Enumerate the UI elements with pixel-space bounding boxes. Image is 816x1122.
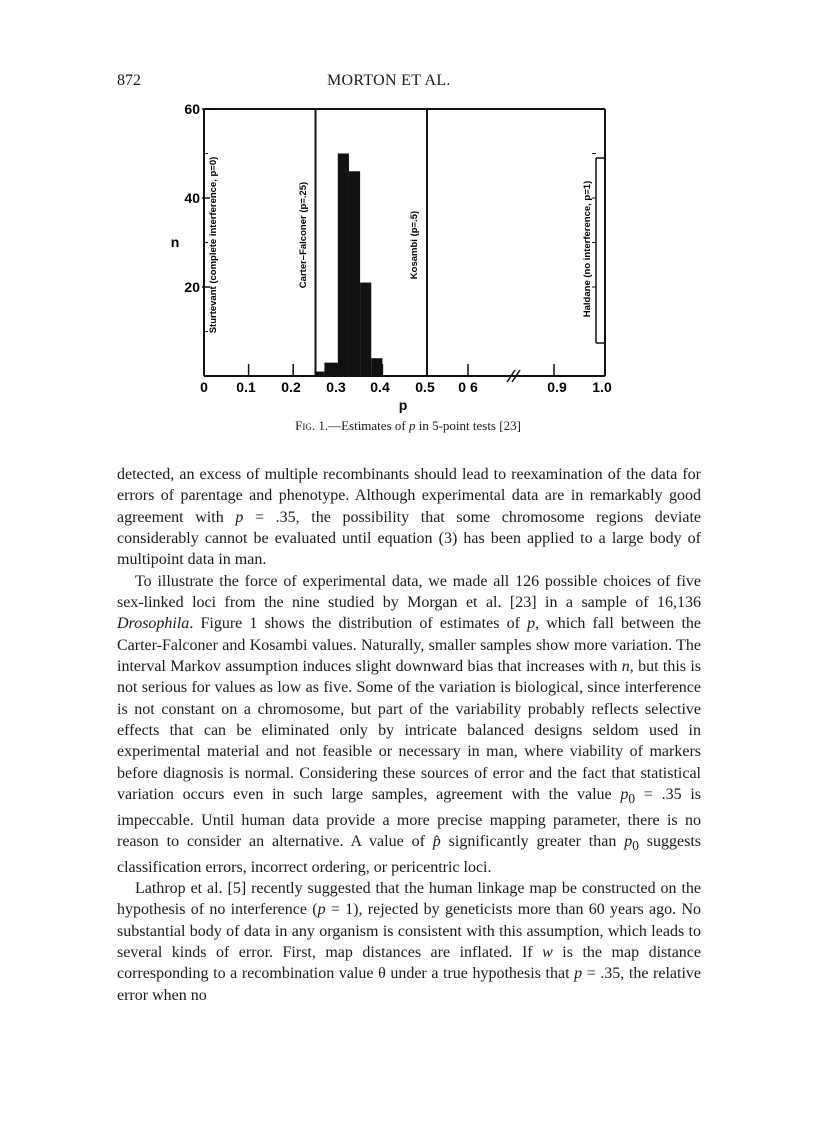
histogram-bars — [316, 154, 383, 377]
tick-labels — [184, 101, 612, 395]
text-run: suggests classification errors, incorrect ordering, or pericentric loci. — [117, 833, 701, 876]
italic-run: w — [542, 943, 553, 961]
text-run: . Figure 1 shows the distribution of estimates of — [189, 615, 528, 633]
text-run: = .35, the relative error when no — [117, 965, 701, 1004]
body-text — [117, 464, 701, 1006]
text-run: detected, an excess of multiple recombinants should lead to reexamination of the data for errors of parentage and phenotype. Although experimental data are in remarkably good agreement with — [117, 466, 701, 526]
text-run: , which fall between the Carter-Falconer and Kosambi values. Naturally, smaller samples show more variation. The interval Markov assumption induces slight downward bias that increases with — [117, 615, 701, 676]
text-run: Lathrop et al. [5] recently suggested that the human linkage map be constructed on the hypothesis of no interference ( — [117, 879, 701, 919]
caption-variable: p — [408, 418, 416, 433]
italic-run: p — [574, 965, 583, 983]
x-tick-label: 0.3 — [326, 379, 346, 395]
histogram-bar — [316, 372, 325, 376]
x-tick-label: 1.0 — [592, 379, 612, 395]
caption-text-end: in 5-point tests [23] — [415, 418, 521, 433]
y-tick-label: 60 — [184, 101, 200, 117]
histogram-bar — [371, 358, 382, 376]
paragraph-1 — [117, 464, 701, 571]
y-axis-label: n — [170, 234, 180, 250]
histogram-bar — [324, 363, 337, 376]
x-axis-label: p — [398, 397, 408, 413]
reference-lines — [208, 109, 605, 376]
reference-line-label: Kosambi (p=.5) — [409, 210, 420, 280]
paragraph-2 — [117, 571, 701, 878]
text-run: = .35, the possibility that some chromosome regions deviate considerably cannot be evaluated until equation (3) has been applied to a large body of multipoint data in man. — [117, 508, 701, 569]
reference-line-label: Carter–Falconer (p=.25) — [298, 181, 309, 289]
plot-frame — [204, 109, 605, 376]
italic-run: p̂ — [432, 833, 441, 851]
figure-caption — [0, 418, 816, 434]
subscript-run: 0 — [628, 791, 636, 807]
text-run: = 1), rejected by geneticists more than 60 years ago. No substantial body of data in any organism is consistent with this assumption, which leads to several kinds of error. First, map distances are inflated. If — [117, 901, 701, 961]
italic-run: p — [527, 615, 536, 633]
x-tick-label: 0 6 — [458, 379, 478, 395]
x-tick-label: 0.9 — [547, 379, 567, 395]
histogram-bar — [338, 154, 349, 377]
y-tick-label: 20 — [184, 279, 200, 295]
histogram-bar — [349, 171, 360, 376]
italic-run: Drosophila — [117, 615, 190, 633]
subscript-run: 0 — [632, 838, 639, 854]
caption-separator: — — [328, 418, 342, 433]
text-run: is the map distance corresponding to a recombination value θ under a true hypothesis that — [117, 943, 701, 983]
axis-ticks — [202, 109, 596, 382]
text-run: To illustrate the force of experimental data, we made all 126 possible choices of five sex-linked loci from the nine studied by Morgan et al. [23] in a sample of 16,136 — [117, 572, 701, 612]
italic-run: p — [317, 901, 326, 919]
reference-line-label: Sturtevant (complete interference, p=0) — [208, 156, 219, 334]
histogram-bar — [360, 283, 371, 376]
running-head: MORTON ET AL. — [327, 72, 451, 89]
italic-run: p — [235, 508, 244, 526]
italic-run: p — [624, 833, 633, 851]
text-run: , but this is not serious for values as low as five. Some of the variation is biological, since interference is not constant on a chromosome, but part of the variability probably reflects selective effects that can be eliminated only by intricate balanced designs seldom used in experimental material and not feasible or necessary in man, where viability of markers before diagnosis is normal. Considering these sources of error and the fact that statistical variation occurs even in such large samples, agreement with the value — [117, 658, 702, 804]
text-run: = .35 is impeccable. Until human data provide a more precise mapping parameter, there is no reason to consider an alternative. A value of — [117, 786, 701, 851]
caption-label: Fig. 1. — [295, 418, 329, 433]
italic-run: n — [621, 658, 630, 676]
figure-1 — [150, 95, 650, 425]
italic-run: p — [620, 786, 629, 804]
text-run: significantly greater than — [440, 833, 625, 851]
y-tick-label: 40 — [184, 190, 200, 206]
x-tick-label: 0.1 — [236, 379, 256, 395]
x-tick-label: 0.2 — [281, 379, 301, 395]
x-tick-label: 0 — [200, 379, 208, 395]
histogram-chart — [150, 95, 650, 425]
reference-line-label: Haldane (no interference, p=1) — [582, 180, 593, 318]
x-tick-label: 0.5 — [415, 379, 435, 395]
x-tick-label: 0.4 — [370, 379, 390, 395]
caption-text-start: Estimates of — [341, 418, 409, 433]
paragraph-3 — [117, 878, 701, 1006]
page-number: 872 — [117, 72, 141, 89]
